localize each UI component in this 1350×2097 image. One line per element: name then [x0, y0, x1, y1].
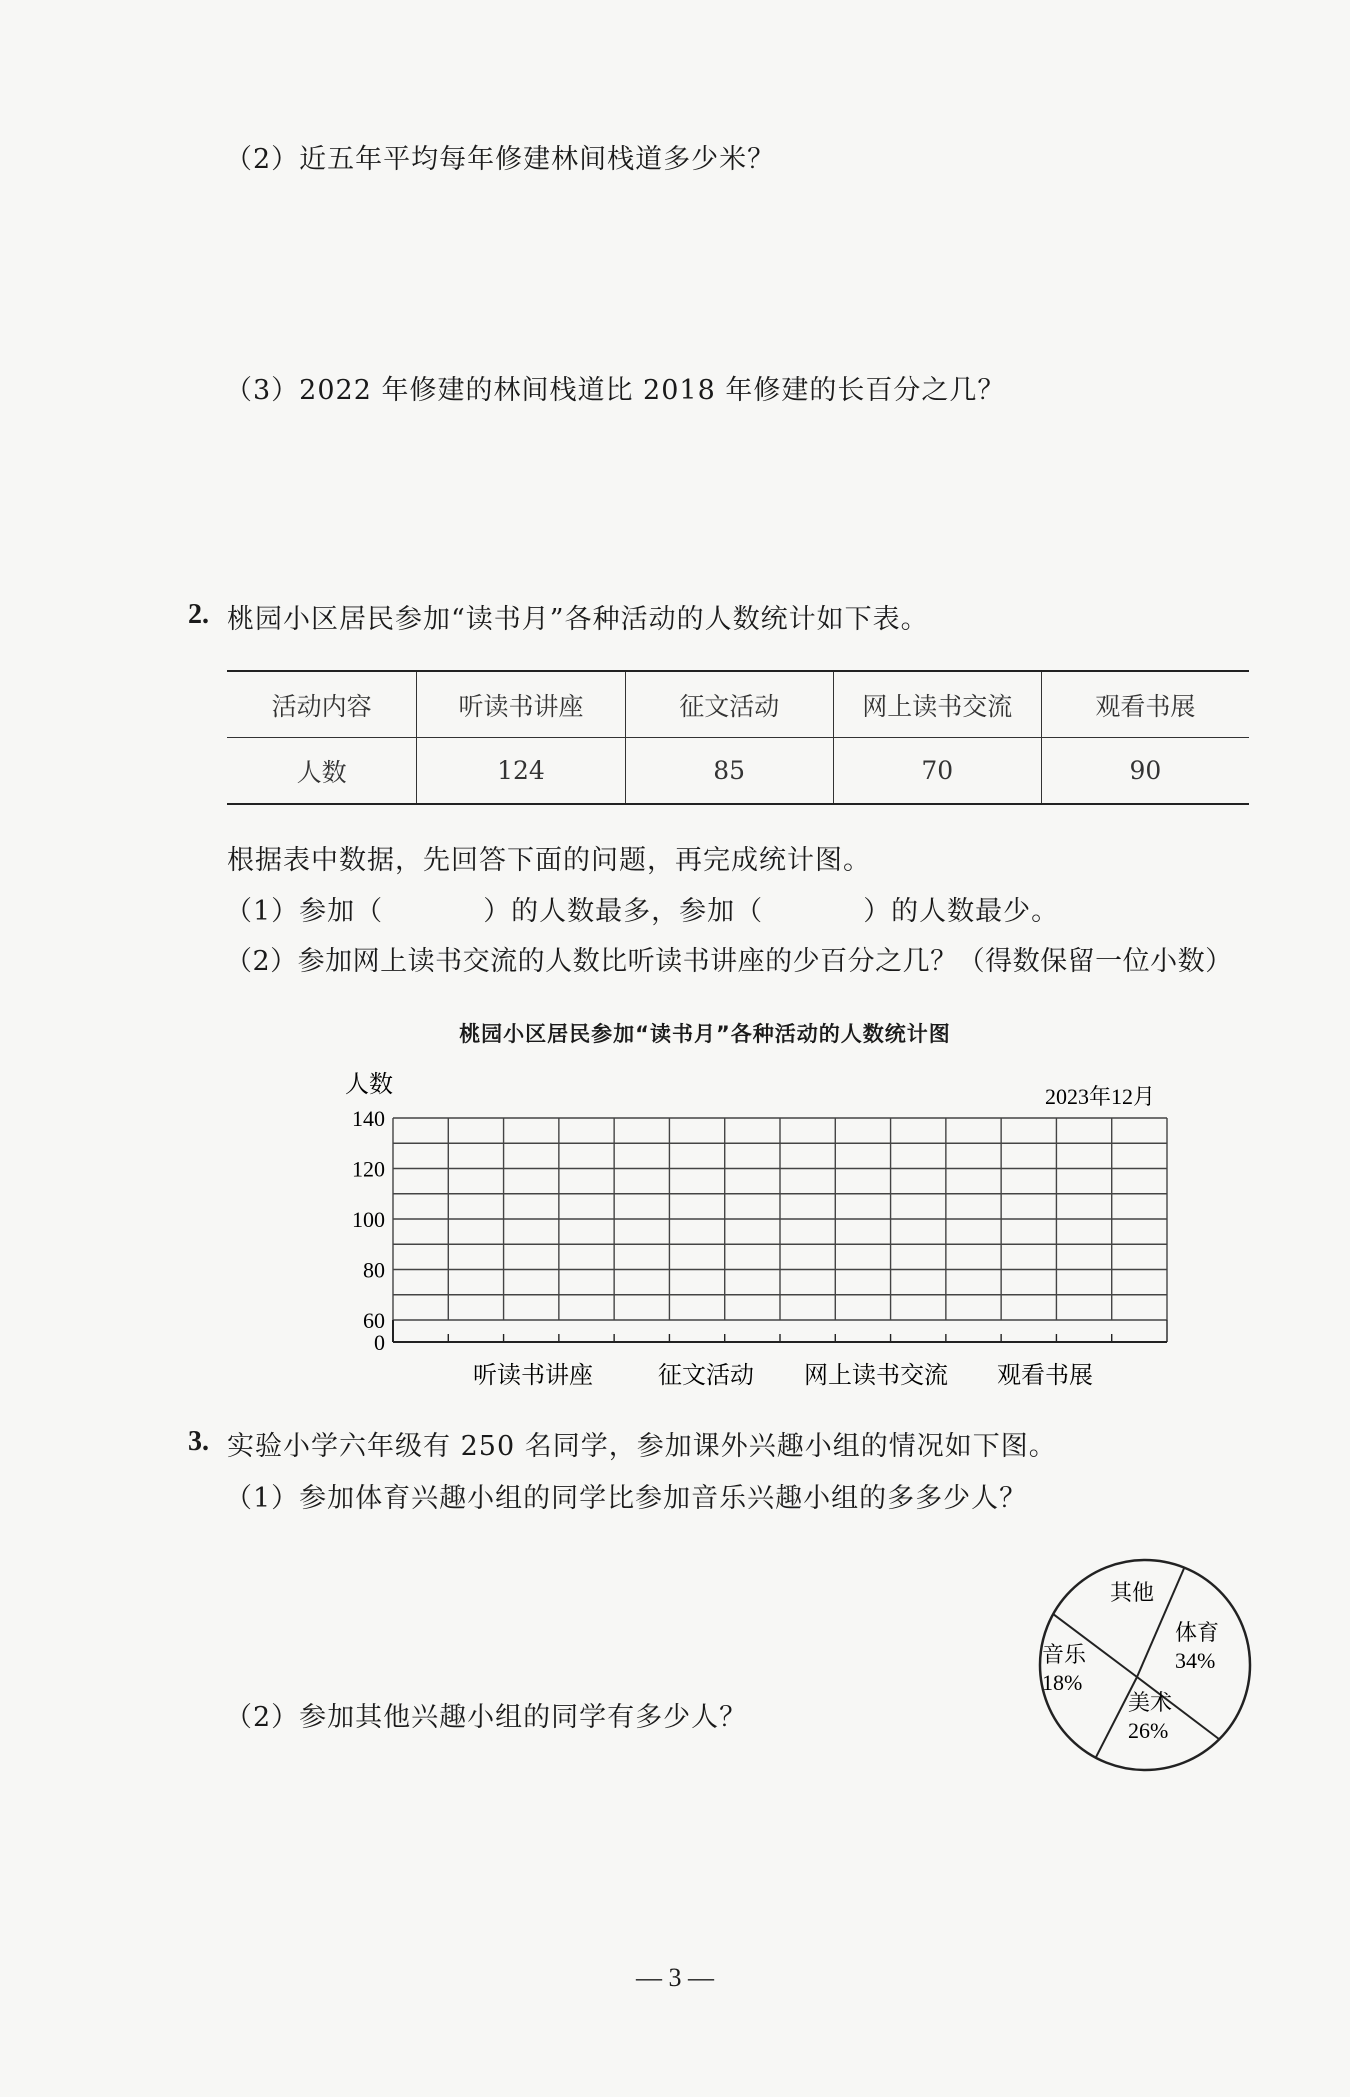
pie-pct-sports: 34%	[1175, 1648, 1216, 1673]
chart-grid	[393, 1118, 1167, 1342]
pie-label-music: 音乐	[1042, 1642, 1087, 1667]
x-category-label: 听读书讲座	[473, 1363, 593, 1389]
y-tick-label: 140	[352, 1106, 385, 1131]
y-tick-label: 120	[352, 1156, 385, 1182]
q2-number: 2.	[188, 599, 209, 630]
table-cell: 124	[417, 738, 625, 805]
q3-number: 3.	[188, 1426, 209, 1457]
table-cell: 70	[833, 738, 1041, 805]
table-cell: 听读书讲座	[417, 671, 625, 738]
chart-title: 桃园小区居民参加“读书月”各种活动的人数统计图	[459, 1022, 951, 1046]
table-cell: 人数	[227, 738, 417, 805]
q3-sub1: （1）参加体育兴趣小组的同学比参加音乐兴趣小组的多多少人？	[225, 1483, 1028, 1514]
q2-sub1-part3: ）的人数最少。	[863, 896, 1060, 927]
q3-text: 实验小学六年级有 250 名同学，参加课外兴趣小组的情况如下图。	[227, 1431, 1057, 1462]
chart-ylabel: 人数	[345, 1072, 393, 1098]
table-cell: 活动内容	[227, 671, 417, 738]
pie-label-art: 美术	[1128, 1690, 1173, 1715]
x-category-label: 网上读书交流	[804, 1363, 948, 1389]
q1-sub3: （3）2022 年修建的林间栈道比 2018 年修建的长百分之几？	[225, 375, 1006, 406]
pie-pct-music: 18%	[1042, 1670, 1083, 1695]
table-cell: 85	[625, 738, 833, 805]
q2-text: 桃园小区居民参加“读书月”各种活动的人数统计如下表。	[227, 604, 929, 635]
q3-sub2: （2）参加其他兴趣小组的同学有多少人？	[225, 1702, 748, 1733]
q2-sub1-part1: （1）参加（	[225, 896, 384, 927]
pie-label-sports: 体育	[1175, 1620, 1220, 1645]
pie-pct-art: 26%	[1128, 1718, 1169, 1743]
q2-instruction: 根据表中数据，先回答下面的问题，再完成统计图。	[227, 845, 871, 876]
x-category-label: 征文活动	[658, 1363, 754, 1389]
y-tick-label: 60	[363, 1308, 385, 1333]
page-number: — 3 —	[636, 1963, 714, 1992]
q1-sub2: （2）近五年平均每年修建林间栈道多少米？	[225, 144, 776, 175]
pie-label-other: 其他	[1110, 1580, 1155, 1605]
chart-date: 2023年12月	[1045, 1084, 1156, 1109]
q2-sub2: （2）参加网上读书交流的人数比听读书讲座的少百分之几？（得数保留一位小数）	[225, 946, 1233, 977]
pie-chart	[1020, 1540, 1270, 1790]
chart-yticks	[352, 1106, 385, 1355]
table-cell: 观看书展	[1041, 671, 1249, 738]
table-cell: 90	[1041, 738, 1249, 805]
table-cell: 网上读书交流	[833, 671, 1041, 738]
y-tick-label: 0	[374, 1330, 385, 1355]
y-tick-label: 80	[363, 1257, 385, 1283]
q2-sub1-part2: ）的人数最多，参加（	[483, 896, 764, 927]
table-cell: 征文活动	[625, 671, 833, 738]
y-tick-label: 100	[352, 1207, 385, 1232]
chart-categories	[473, 1362, 1093, 1389]
x-category-label: 观看书展	[997, 1363, 1093, 1389]
